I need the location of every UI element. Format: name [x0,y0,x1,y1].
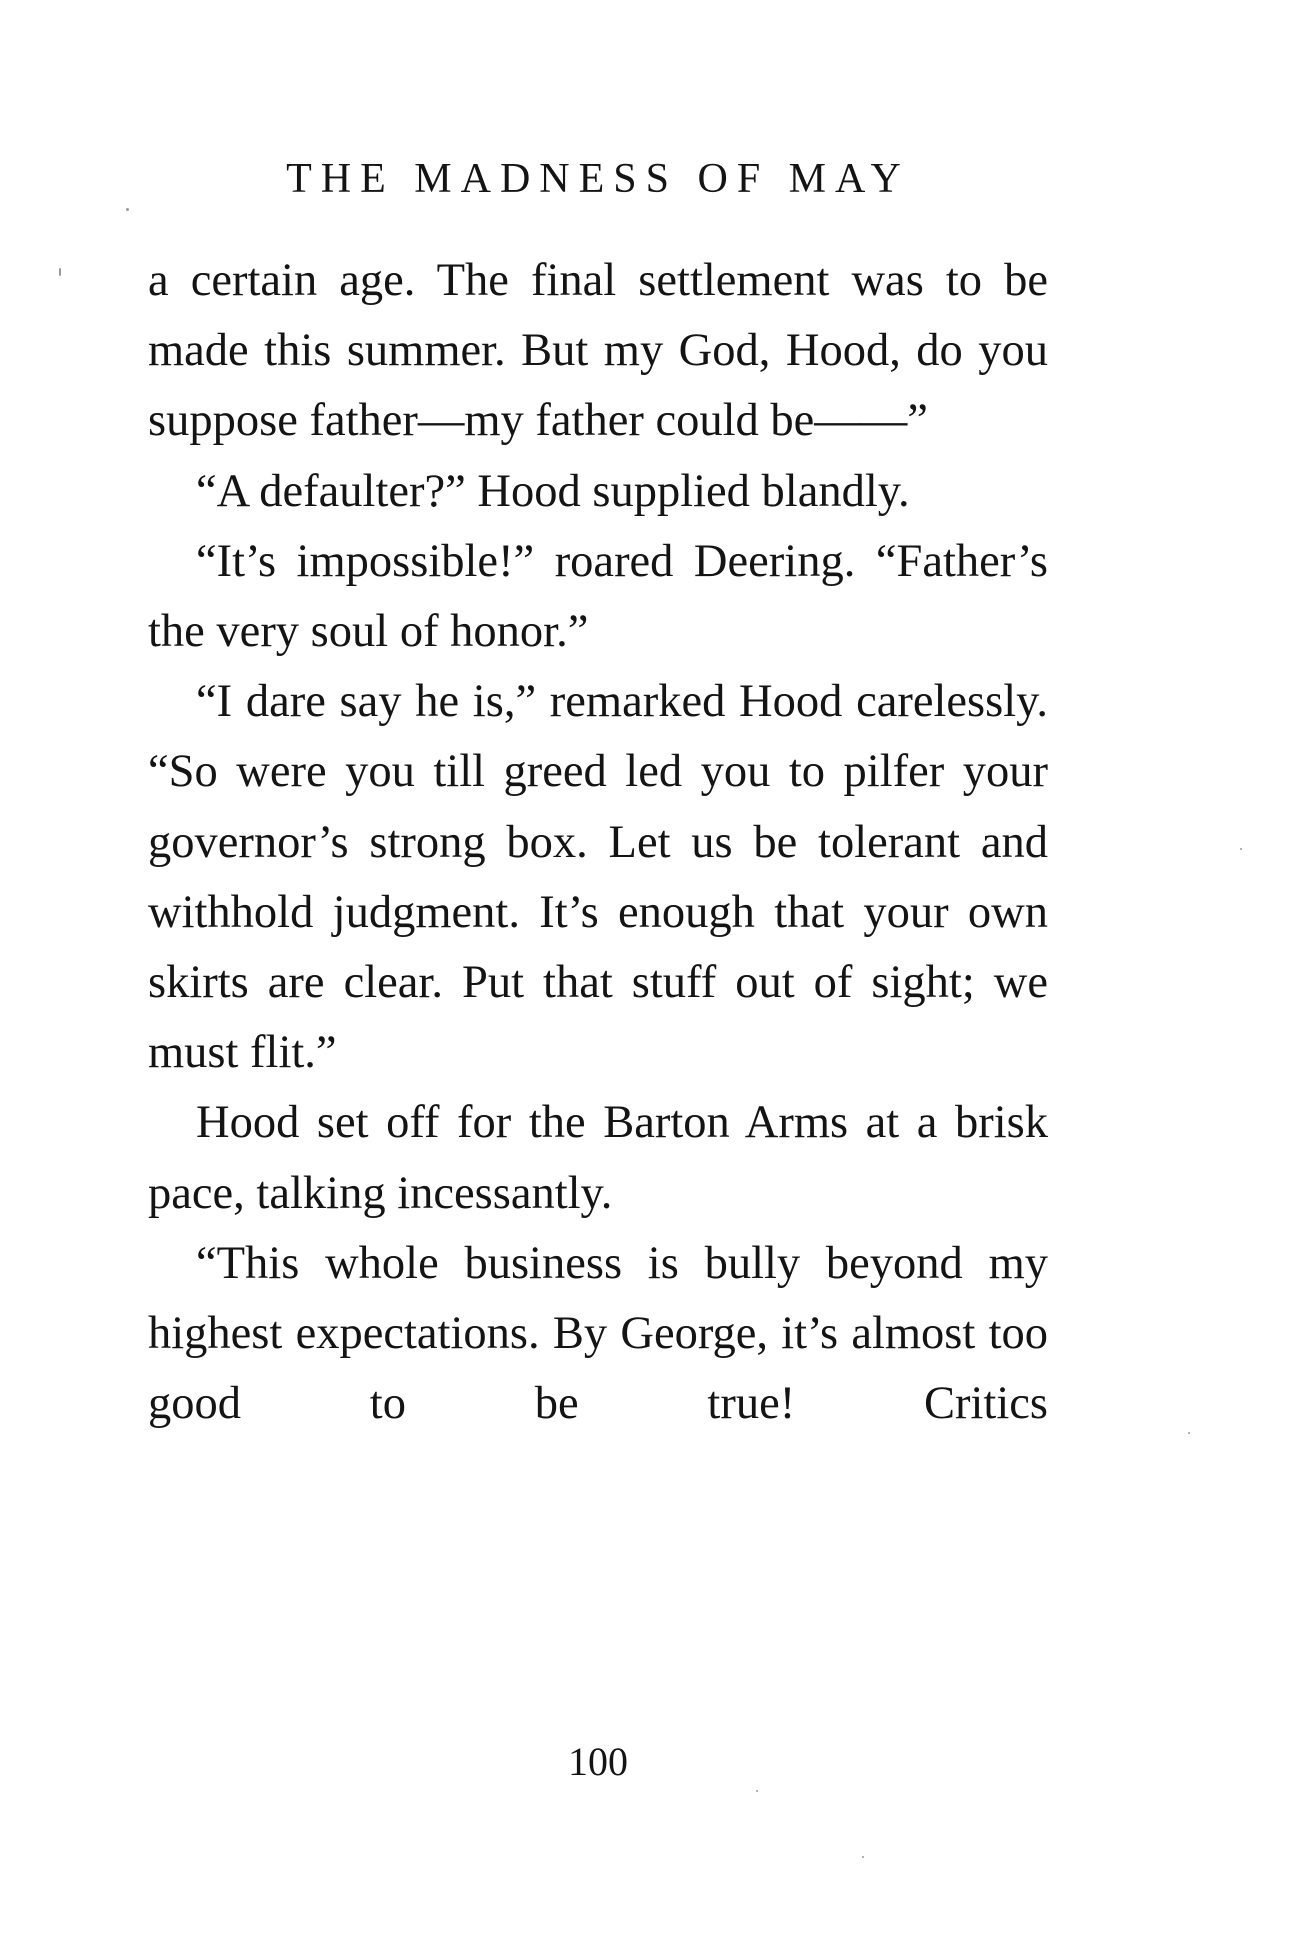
scan-speck [1188,1432,1190,1434]
paragraph: a certain age. The final settlement was to be made this summer. But my God, Hood, do you suppose father—my father could be——” [148,255,1048,447]
scan-speck [862,1856,864,1858]
paragraph: “This whole business is bully beyond my highest expectations. By George, it’s almost too good to be true! Critics [148,1237,1048,1430]
scan-speck [126,208,129,211]
page-number: 100 [568,1739,628,1784]
scan-speck [756,1790,758,1792]
scan-speck [1240,848,1242,850]
scan-speck [59,268,61,276]
body-text [148,246,1048,1439]
paragraph: “It’s impossible!” roared Deering. “Father’s the very soul of honor.” [148,535,1048,658]
paragraph: “I dare say he is,” remarked Hood carelessly. “So were you till greed led you to pilfer your governor’s strong box. Let us be tolerant and withhold judgment. It’s enough that your own skirts are clear. Put that stuff out of sight; we must flit.” [148,676,1048,1079]
running-title: THE MADNESS OF MAY [286,156,910,202]
paragraph: “A defaulter?” Hood supplied blandly. [196,465,910,517]
paragraph: Hood set off for the Barton Arms at a brisk pace, talking incessantly. [148,1097,1048,1219]
